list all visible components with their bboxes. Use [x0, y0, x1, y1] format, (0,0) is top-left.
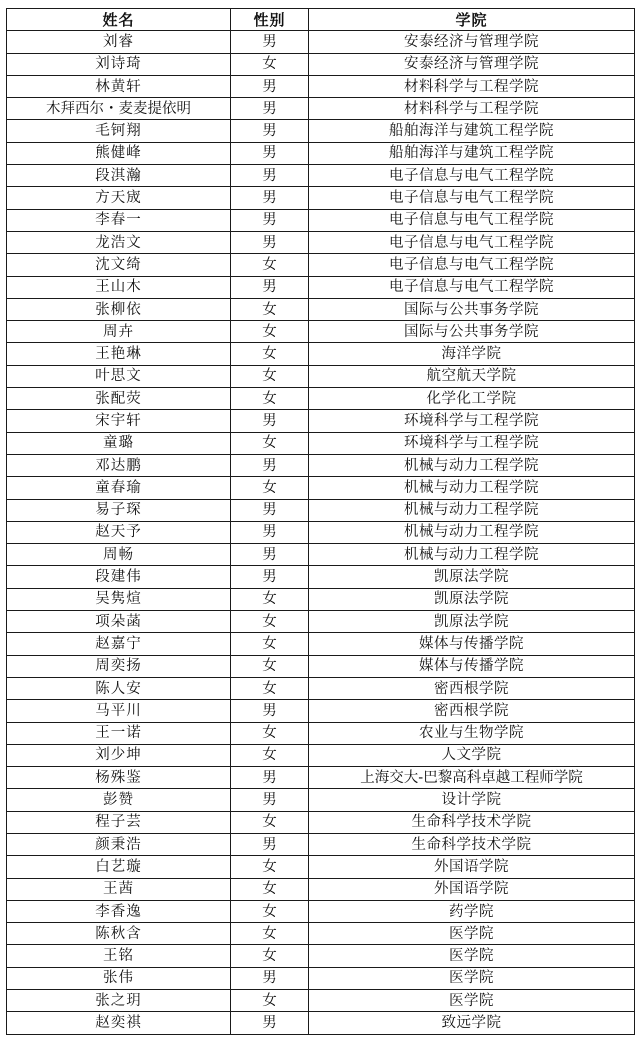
cell-name: 李春一 [7, 209, 231, 231]
cell-gender: 女 [231, 900, 309, 922]
table-row [7, 209, 635, 231]
cell-gender: 女 [231, 321, 309, 343]
cell-name: 王铭 [7, 945, 231, 967]
cell-college: 机械与动力工程学院 [309, 454, 635, 476]
table-row [7, 231, 635, 253]
cell-college: 医学院 [309, 945, 635, 967]
cell-gender: 女 [231, 477, 309, 499]
cell-name: 陈人安 [7, 677, 231, 699]
table-row [7, 767, 635, 789]
cell-college: 药学院 [309, 900, 635, 922]
cell-gender: 女 [231, 365, 309, 387]
student-roster-table [6, 8, 635, 1035]
table-row [7, 454, 635, 476]
cell-name: 赵奕祺 [7, 1012, 231, 1034]
cell-college: 医学院 [309, 990, 635, 1012]
cell-name: 张柳依 [7, 298, 231, 320]
cell-name: 刘诗琦 [7, 53, 231, 75]
cell-college: 化学化工学院 [309, 388, 635, 410]
header-name: 姓名 [7, 9, 231, 31]
cell-college: 国际与公共事务学院 [309, 298, 635, 320]
table-row [7, 53, 635, 75]
cell-college: 医学院 [309, 967, 635, 989]
table-row [7, 499, 635, 521]
cell-gender: 女 [231, 343, 309, 365]
cell-college: 船舶海洋与建筑工程学院 [309, 142, 635, 164]
cell-name: 童春瑜 [7, 477, 231, 499]
cell-gender: 男 [231, 231, 309, 253]
table-row [7, 923, 635, 945]
cell-name: 宋宇轩 [7, 410, 231, 432]
table-row [7, 321, 635, 343]
cell-college: 致远学院 [309, 1012, 635, 1034]
table-row [7, 120, 635, 142]
cell-college: 安泰经济与管理学院 [309, 53, 635, 75]
cell-gender: 男 [231, 544, 309, 566]
cell-name: 木拜西尔・麦麦提依明 [7, 98, 231, 120]
table-row [7, 655, 635, 677]
table-row [7, 677, 635, 699]
table-row [7, 298, 635, 320]
cell-college: 机械与动力工程学院 [309, 521, 635, 543]
cell-name: 段淇瀚 [7, 165, 231, 187]
table-row [7, 811, 635, 833]
cell-gender: 男 [231, 700, 309, 722]
cell-name: 赵嘉宁 [7, 633, 231, 655]
cell-gender: 女 [231, 744, 309, 766]
cell-name: 刘少坤 [7, 744, 231, 766]
cell-name: 陈秋含 [7, 923, 231, 945]
cell-college: 外国语学院 [309, 878, 635, 900]
cell-gender: 男 [231, 767, 309, 789]
table-row [7, 165, 635, 187]
table-row [7, 98, 635, 120]
table-row [7, 75, 635, 97]
cell-college: 生命科学技术学院 [309, 833, 635, 855]
cell-gender: 女 [231, 655, 309, 677]
cell-college: 材料科学与工程学院 [309, 75, 635, 97]
cell-name: 张伟 [7, 967, 231, 989]
cell-college: 设计学院 [309, 789, 635, 811]
roster-sheet [6, 8, 634, 1035]
cell-gender: 男 [231, 120, 309, 142]
cell-name: 周畅 [7, 544, 231, 566]
cell-gender: 女 [231, 588, 309, 610]
cell-name: 程子芸 [7, 811, 231, 833]
cell-college: 媒体与传播学院 [309, 633, 635, 655]
table-row [7, 789, 635, 811]
cell-name: 马平川 [7, 700, 231, 722]
cell-college: 媒体与传播学院 [309, 655, 635, 677]
cell-name: 熊健峰 [7, 142, 231, 164]
cell-college: 电子信息与电气工程学院 [309, 187, 635, 209]
cell-college: 密西根学院 [309, 677, 635, 699]
cell-college: 安泰经济与管理学院 [309, 31, 635, 53]
cell-gender: 男 [231, 454, 309, 476]
header-college: 学院 [309, 9, 635, 31]
cell-name: 童璐 [7, 432, 231, 454]
header-gender: 性别 [231, 9, 309, 31]
table-row [7, 187, 635, 209]
cell-college: 电子信息与电气工程学院 [309, 231, 635, 253]
cell-college: 电子信息与电气工程学院 [309, 276, 635, 298]
cell-gender: 男 [231, 209, 309, 231]
table-row [7, 722, 635, 744]
cell-gender: 女 [231, 298, 309, 320]
cell-gender: 女 [231, 722, 309, 744]
cell-name: 方天宬 [7, 187, 231, 209]
cell-college: 材料科学与工程学院 [309, 98, 635, 120]
cell-gender: 男 [231, 187, 309, 209]
table-row [7, 856, 635, 878]
cell-college: 船舶海洋与建筑工程学院 [309, 120, 635, 142]
cell-college: 生命科学技术学院 [309, 811, 635, 833]
cell-name: 赵天予 [7, 521, 231, 543]
cell-gender: 男 [231, 31, 309, 53]
table-row [7, 878, 635, 900]
cell-name: 李香逸 [7, 900, 231, 922]
cell-gender: 女 [231, 811, 309, 833]
cell-gender: 女 [231, 53, 309, 75]
table-row [7, 588, 635, 610]
table-body [7, 31, 635, 1034]
cell-name: 吴隽煊 [7, 588, 231, 610]
table-row [7, 142, 635, 164]
cell-college: 凯原法学院 [309, 588, 635, 610]
cell-gender: 男 [231, 410, 309, 432]
table-row [7, 544, 635, 566]
cell-college: 机械与动力工程学院 [309, 544, 635, 566]
cell-name: 邓达鹏 [7, 454, 231, 476]
cell-college: 电子信息与电气工程学院 [309, 209, 635, 231]
cell-gender: 男 [231, 75, 309, 97]
cell-college: 国际与公共事务学院 [309, 321, 635, 343]
cell-gender: 女 [231, 856, 309, 878]
table-row [7, 1012, 635, 1034]
cell-college: 机械与动力工程学院 [309, 499, 635, 521]
table-row [7, 276, 635, 298]
cell-name: 杨殊鉴 [7, 767, 231, 789]
cell-gender: 男 [231, 967, 309, 989]
cell-gender: 男 [231, 566, 309, 588]
cell-name: 白艺璇 [7, 856, 231, 878]
cell-college: 海洋学院 [309, 343, 635, 365]
table-row [7, 432, 635, 454]
cell-gender: 男 [231, 1012, 309, 1034]
cell-name: 林黄轩 [7, 75, 231, 97]
cell-name: 叶思文 [7, 365, 231, 387]
table-row [7, 833, 635, 855]
cell-college: 凯原法学院 [309, 611, 635, 633]
table-row [7, 945, 635, 967]
cell-name: 彭赞 [7, 789, 231, 811]
cell-college: 电子信息与电气工程学院 [309, 165, 635, 187]
cell-gender: 女 [231, 878, 309, 900]
cell-name: 沈文绮 [7, 254, 231, 276]
table-row [7, 611, 635, 633]
cell-gender: 男 [231, 833, 309, 855]
cell-college: 上海交大-巴黎高科卓越工程师学院 [309, 767, 635, 789]
cell-college: 人文学院 [309, 744, 635, 766]
cell-gender: 女 [231, 611, 309, 633]
table-row [7, 388, 635, 410]
cell-name: 王山木 [7, 276, 231, 298]
table-row [7, 31, 635, 53]
cell-gender: 女 [231, 990, 309, 1012]
cell-name: 张之玥 [7, 990, 231, 1012]
cell-gender: 女 [231, 945, 309, 967]
cell-name: 毛钶翔 [7, 120, 231, 142]
cell-gender: 女 [231, 388, 309, 410]
cell-name: 项朵菡 [7, 611, 231, 633]
table-row [7, 633, 635, 655]
cell-name: 颜秉浩 [7, 833, 231, 855]
cell-name: 龙浩文 [7, 231, 231, 253]
cell-name: 张配荧 [7, 388, 231, 410]
cell-college: 外国语学院 [309, 856, 635, 878]
cell-college: 航空航天学院 [309, 365, 635, 387]
cell-gender: 男 [231, 789, 309, 811]
table-row [7, 410, 635, 432]
table-header-row [7, 9, 635, 31]
table-row [7, 343, 635, 365]
cell-name: 王一诺 [7, 722, 231, 744]
cell-gender: 女 [231, 633, 309, 655]
cell-gender: 女 [231, 254, 309, 276]
cell-gender: 男 [231, 142, 309, 164]
table-row [7, 900, 635, 922]
table-row [7, 254, 635, 276]
cell-gender: 男 [231, 165, 309, 187]
table-row [7, 744, 635, 766]
table-row [7, 365, 635, 387]
cell-name: 周奕扬 [7, 655, 231, 677]
cell-college: 环境科学与工程学院 [309, 410, 635, 432]
cell-college: 密西根学院 [309, 700, 635, 722]
cell-gender: 女 [231, 677, 309, 699]
cell-gender: 女 [231, 432, 309, 454]
cell-college: 机械与动力工程学院 [309, 477, 635, 499]
cell-gender: 男 [231, 98, 309, 120]
cell-name: 刘睿 [7, 31, 231, 53]
table-row [7, 477, 635, 499]
table-row [7, 700, 635, 722]
cell-name: 周卉 [7, 321, 231, 343]
cell-name: 段建伟 [7, 566, 231, 588]
cell-name: 易子琛 [7, 499, 231, 521]
cell-college: 电子信息与电气工程学院 [309, 254, 635, 276]
cell-college: 环境科学与工程学院 [309, 432, 635, 454]
cell-gender: 男 [231, 521, 309, 543]
cell-college: 凯原法学院 [309, 566, 635, 588]
cell-name: 王茜 [7, 878, 231, 900]
table-row [7, 990, 635, 1012]
cell-gender: 男 [231, 276, 309, 298]
cell-college: 医学院 [309, 923, 635, 945]
cell-gender: 男 [231, 499, 309, 521]
cell-name: 王艳琳 [7, 343, 231, 365]
cell-college: 农业与生物学院 [309, 722, 635, 744]
cell-gender: 女 [231, 923, 309, 945]
table-row [7, 521, 635, 543]
table-row [7, 566, 635, 588]
table-row [7, 967, 635, 989]
